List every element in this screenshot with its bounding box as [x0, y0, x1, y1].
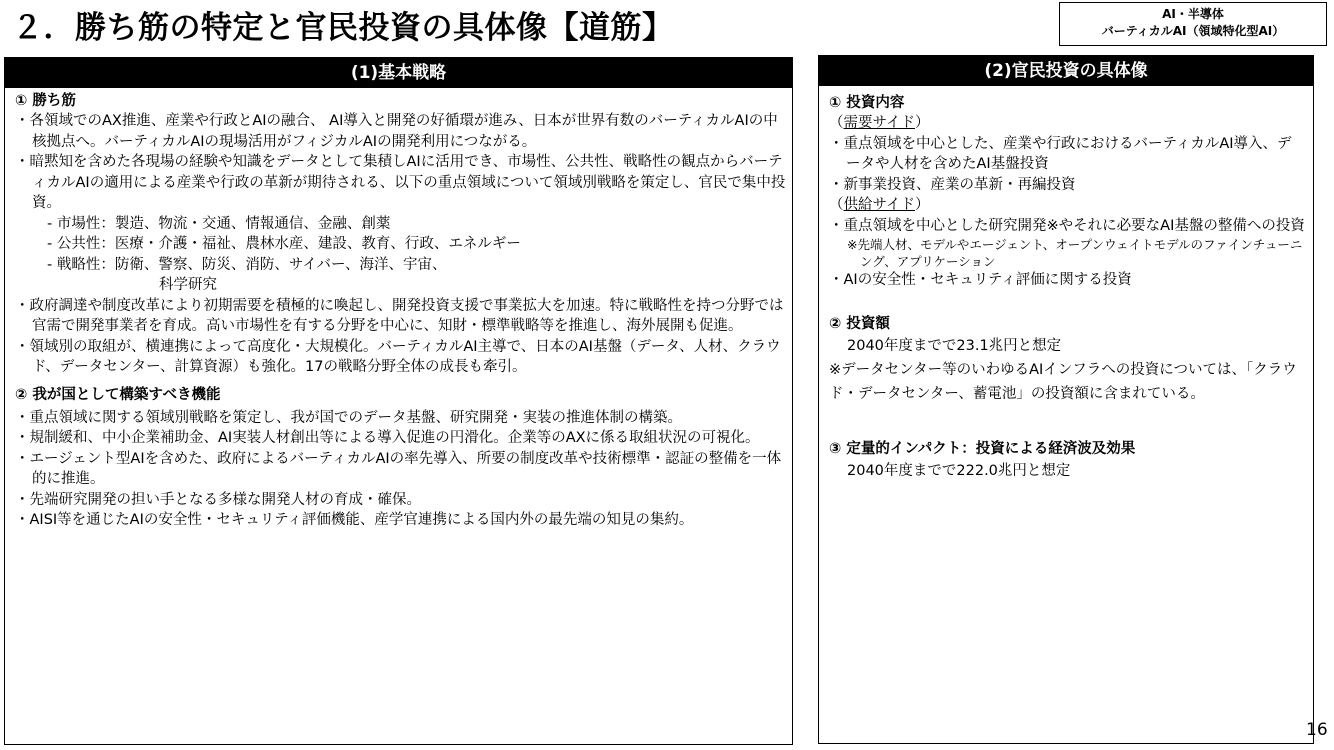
bullet-item: ・領域別の取組が、横連携によって高度化・大規模化。バーティカルAI主導で、日本のAI基盤（データ、人材、クラウド、データセンター、計算資源）も強化。17の戦略分野全体の成長も牽引。 [15, 338, 781, 375]
impact-heading: ③ 定量的インパクト：投資による経済波及効果 [829, 440, 1136, 457]
investment-header: (2)官民投資の具体像 [819, 56, 1313, 86]
category-tag-line2: バーティカルAI（領域特化型AI） [1101, 24, 1285, 38]
basic-strategy-header: (1)基本戦略 [5, 58, 792, 88]
bullet-item: ・政府調達や制度改革により初期需要を積極的に喚起し、開発投資支援で事業拡大を加速。特に戦略性を持つ分野では官需で開発事業者を育成。高い市場性を有する分野を中心に、知財・標準戦略等を推進し、海外展開も促進。 [15, 297, 784, 334]
basic-strategy-body [5, 88, 792, 531]
category-tag-line1: AI・半導体 [1162, 7, 1224, 21]
bullet-item: ・新事業投資、産業の革新・再編投資 [829, 176, 1076, 193]
bullet-item: ・暗黙知を含めた各現場の経験や知識をデータとして集積しAIに活用でき、市場性、公共性、戦略性の観点からバーティカルAIの適用による産業や行政の革新が期待される、以下の重点領域について領域別戦略を策定し、官民で集中投資。 [15, 154, 786, 211]
investment-amount-value: 2040年度までで23.1兆円と想定 [847, 337, 1062, 354]
demand-side-text: 需要サイド [843, 115, 915, 131]
impact-value: 2040年度までで222.0兆円と想定 [847, 462, 1071, 479]
bullet-item: ・AISI等を通じたAIの安全性・セキュリティ評価機能、産学官連携による国内外の最先端の知見の集約。 [15, 512, 694, 528]
page-number: 16 [1306, 720, 1328, 740]
supply-side-label: （供給サイド） [829, 197, 930, 213]
bullet-item: ・AIの安全性・セキュリティ評価に関する投資 [829, 272, 1132, 288]
functions-heading: ② 我が国として構築すべき機能 [15, 386, 221, 403]
investment-content-heading: ① 投資内容 [829, 95, 905, 111]
bullet-item: ・重点領域を中心とした、産業や行政におけるバーティカルAI導入、データや人材を含めたAI基盤投資 [829, 135, 1292, 172]
bullet-item: ・エージェント型AIを含めた、政府によるバーティカルAIの率先導入、所要の制度改革や技術標準・認証の整備を一体的に推進。 [15, 450, 782, 487]
bullet-item: ・重点領域に関する領域別戦略を策定し、我が国でのデータ基盤、研究開発・実装の推進体制の構築。 [15, 409, 682, 426]
bullet-item: ・重点領域を中心とした研究開発※やそれに必要なAI基盤の整備への投資 [829, 217, 1305, 234]
investment-amount-note: ※データセンター等のいわゆるAIインフラへの投資については、「クラウド・データセンター、蓄電池」の投資額に含まれている。 [829, 361, 1297, 402]
bullet-item: ・規制緩和、中小企業補助金、AI実装人材創出等による導入促進の円滑化。企業等のAXに係る取組状況の可視化。 [15, 430, 760, 446]
demand-side-label: （需要サイド） [829, 115, 930, 131]
category-tag [1059, 2, 1327, 46]
page-title: ２．勝ち筋の特定と官民投資の具体像【道筋】 [12, 10, 674, 46]
investment-panel [818, 55, 1314, 744]
focus-area-publicness: - 公共性：医療・介護・福祉、農林水産、建設、教育、行政、エネルギー [47, 236, 521, 252]
focus-area-marketability: - 市場性：製造、物流・交通、情報通信、金融、創薬 [47, 215, 391, 232]
bullet-item: ・各領域でのAX推進、産業や行政とAIの融合、 AI導入と開発の好循環が進み、日本が世界有数のバーティカルAIの中核拠点へ。バーティカルAIの現場活用がフィジカルAIの開発利用につながる。 [15, 113, 778, 150]
investment-body [819, 86, 1313, 483]
focus-area-strategic-cont: 科学研究 [159, 277, 217, 293]
supply-side-text: 供給サイド [843, 197, 915, 213]
bullet-item: ・先端研究開発の担い手となる多様な開発人材の育成・確保。 [15, 491, 421, 508]
footnote: ※先端人材、モデルやエージェント、オープンウェイトモデルのファインチューニング、アプリケーション [847, 237, 1303, 269]
basic-strategy-panel [4, 57, 793, 745]
winning-path-heading: ① 勝ち筋 [15, 93, 76, 109]
investment-amount-heading: ② 投資額 [829, 315, 890, 332]
focus-area-strategic: - 戦略性：防衛、警察、防災、消防、サイバー、海洋、宇宙、 [47, 256, 447, 273]
